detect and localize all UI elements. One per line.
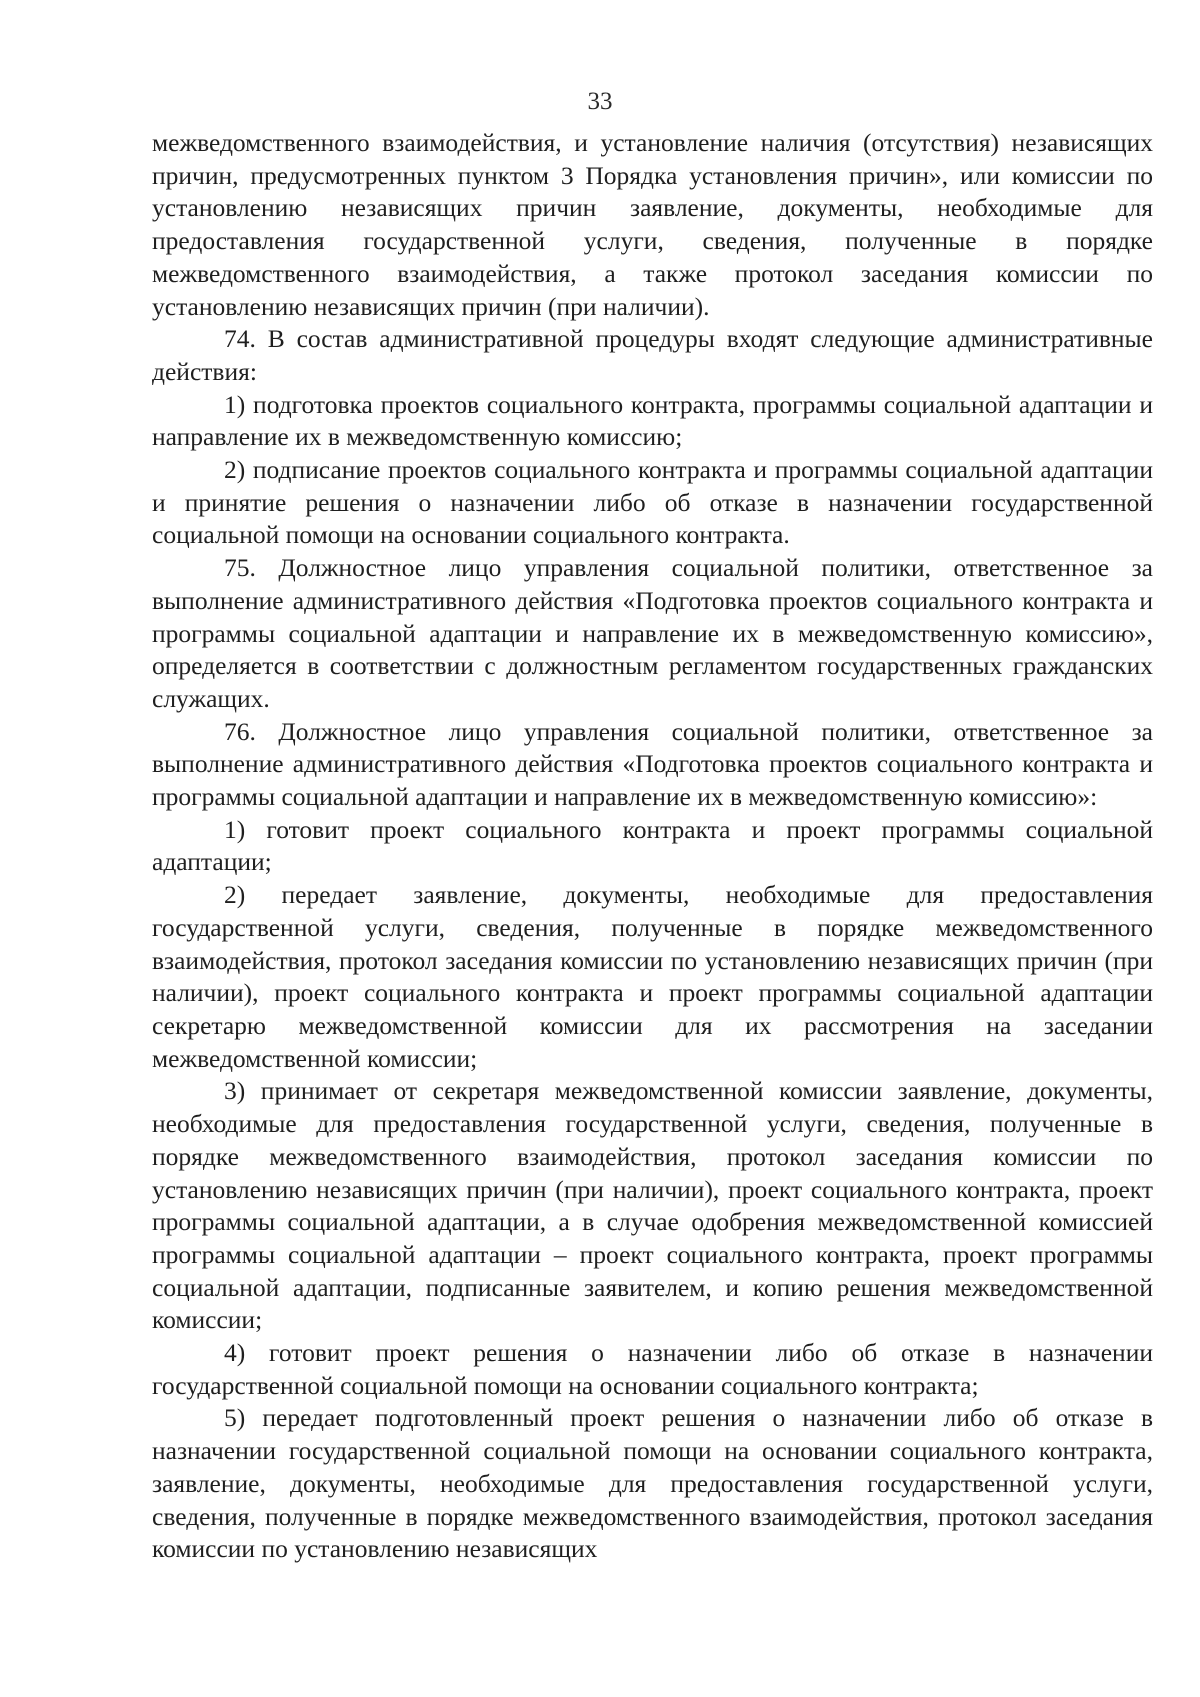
paragraph-76-item-1: 1) готовит проект социального контракта и проект программы социальной адаптации;: [152, 814, 1153, 877]
paragraph-76-item-3: 3) принимает от секретаря межведомственной комиссии заявление, документы, необходимые для предоставления государственной услуги, сведения, полученные в порядке межведомственного взаимодействия, протокол заседания комиссии по установлению независящих причин (при наличии), проект социального контракта, проект программы социальной адаптации, а в случае одобрения межведомственной комиссией программы социальной адаптации – проект социального контракта, проект программы социальной адаптации, подписанные заявителем, и копию решения межведомственной комиссии;: [152, 1076, 1153, 1335]
page-number: 33: [587, 88, 613, 115]
paragraph-76-item-2: 2) передает заявление, документы, необходимые для предоставления государственной услуги, сведения, полученные в порядке межведомственного взаимодействия, протокол заседания комиссии по установлению независящих причин (при наличии), проект социального контракта и проект программы социальной адаптации секретарю межведомственной комиссии для их рассмотрения на заседании межведомственной комиссии;: [152, 880, 1153, 1073]
paragraph-74: 74. В состав административной процедуры входят следующие административные действия:: [152, 324, 1153, 386]
paragraph-continuation-73: межведомственного взаимодействия, и установление наличия (отсутствия) независящих причин, предусмотренных пунктом 3 Порядка установления причин», или комиссии по установлению независящих причин заявление, документы, необходимые для предоставления государственной услуги, сведения, полученные в порядке межведомственного взаимодействия, а также протокол заседания комиссии по установлению независящих причин (при наличии).: [152, 128, 1153, 321]
paragraph-74-item-2: 2) подписание проектов социального контракта и программы социальной адаптации и принятие решения о назначении либо об отказе в назначении государственной социальной помощи на основании социального контракта.: [152, 455, 1153, 550]
paragraph-75: 75. Должностное лицо управления социальной политики, ответственное за выполнение административного действия «Подготовка проектов социального контракта и программы социальной адаптации и направление их в межведомственную комиссию», определяется в соответствии с должностным регламентом государственных гражданских служащих.: [152, 553, 1153, 713]
paragraph-74-item-1: 1) подготовка проектов социального контракта, программы социальной адаптации и направление их в межведомственную комиссию;: [152, 389, 1153, 452]
paragraph-76-item-4: 4) готовит проект решения о назначении либо об отказе в назначении государственной социальной помощи на основании социального контракта;: [152, 1338, 1153, 1400]
paragraph-76-item-5: 5) передает подготовленный проект решения о назначении либо об отказе в назначении государственной социальной помощи на основании социального контракта, заявление, документы, необходимые для предоставления государственной услуги, сведения, полученные в порядке межведомственного взаимодействия, протокол заседания комиссии по установлению независящих: [152, 1403, 1153, 1564]
paragraph-76: 76. Должностное лицо управления социальной политики, ответственное за выполнение административного действия «Подготовка проектов социального контракта и программы социальной адаптации и направление их в межведомственную комиссию»:: [152, 716, 1153, 812]
document-body: [152, 127, 1153, 1566]
